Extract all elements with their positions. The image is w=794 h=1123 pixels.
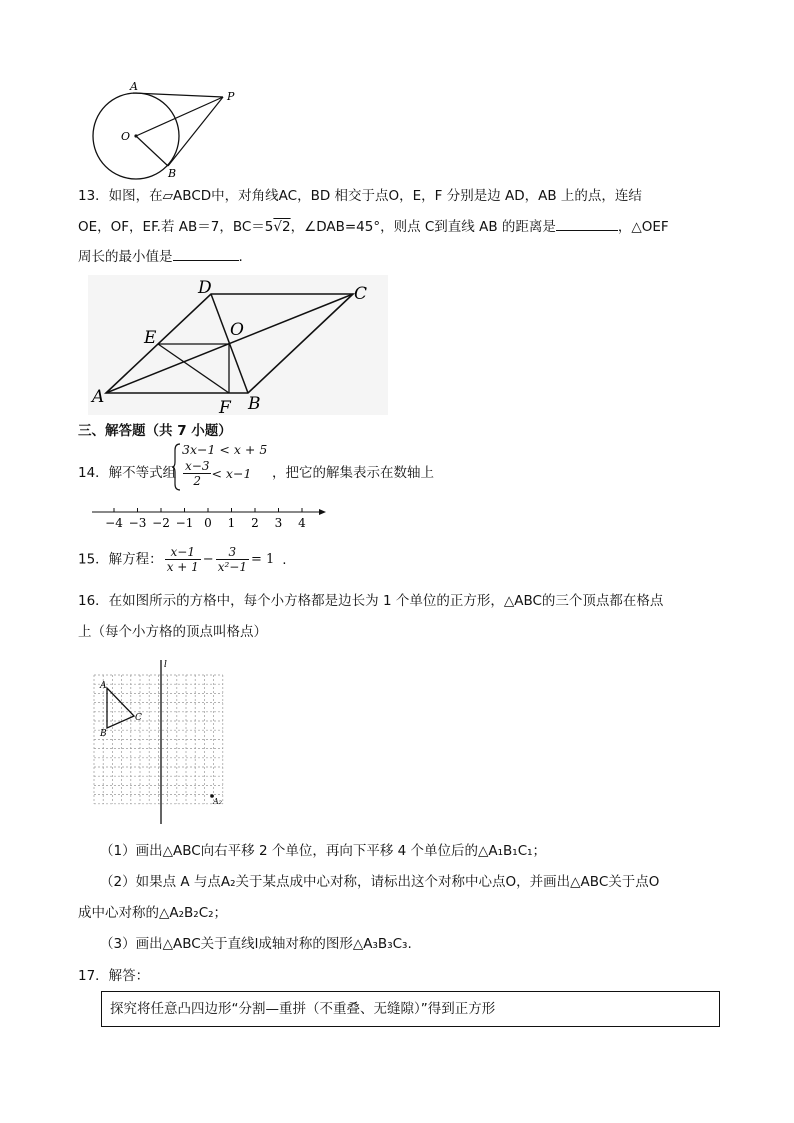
q13-line3: 周长的最小值是 .: [78, 246, 243, 267]
inequality-2: $\frac{x-3}{2}$ < x−1: [185, 459, 252, 488]
number-line-tick-label: 1: [227, 516, 236, 530]
point-label-e: E: [144, 328, 157, 348]
q16-line2: 上（每个小方格的顶点叫格点）: [78, 624, 267, 640]
q17-box-text: 探究将任意凸四边形“分割—重拼（不重叠、无缝隙）”得到正方形: [110, 1001, 496, 1017]
q14-suffix: ，把它的解集表示在数轴上: [272, 465, 434, 481]
q17-box: [101, 991, 720, 1027]
parallelogram-figure: [88, 275, 388, 415]
number-line-tick-label: 3: [274, 516, 283, 530]
q13-line1: 13．如图，在▱ABCD中，对角线AC，BD 相交于点O，E，F 分别是边 AD，AB 上的点，连结: [78, 188, 642, 204]
vertex-label-a: A: [100, 681, 107, 691]
answer-blank-distance[interactable]: [556, 216, 618, 231]
point-label-o: O: [230, 320, 244, 340]
circle-tangent-figure: [88, 78, 248, 180]
point-label-a2: A₂: [213, 797, 222, 806]
q15-equation: 15．解方程： $\frac{x-1}{x + 1}$ − $\frac{3}{\text{x²−1}}$ = 1 .: [78, 545, 287, 574]
grid-figure: [90, 658, 240, 828]
q16-sub1: （1）画出△ABC向右平移 2 个单位，再向下平移 4 个单位后的△A₁B₁C₁；: [100, 843, 547, 859]
q16-sub2b: 成中心对称的△A₂B₂C₂；: [78, 905, 228, 921]
point-label-d: D: [198, 278, 212, 298]
point-label-b: B: [168, 167, 177, 180]
point-label-a: A: [130, 80, 138, 93]
number-line-tick-label: −2: [152, 516, 170, 530]
number-line-tick-label: 2: [251, 516, 259, 530]
sqrt-two: √2: [273, 219, 291, 235]
number-line-tick-label: 4: [298, 516, 306, 530]
line-label-l: l: [164, 660, 167, 670]
point-label-f: F: [219, 398, 231, 415]
q16-line1: 16．在如图所示的方格中，每个小方格都是边长为 1 个单位的正方形，△ABC的三个顶点都在格点: [78, 593, 664, 609]
number-line-tick-label: −1: [175, 516, 194, 530]
q13-line2: OE，OF，EF.若 AB＝7，BC＝5√2，∠DAB=45°，则点 C到直线 AB 的距离是 ，△OEF: [78, 216, 669, 237]
number-line-tick-label: −3: [128, 516, 147, 530]
vertex-label-c: C: [135, 713, 142, 723]
number-line: [90, 502, 330, 532]
number-line-tick-label: 0: [204, 516, 212, 530]
point-label-b: B: [248, 394, 261, 414]
number-line-tick-label: −4: [105, 516, 123, 530]
point-label-a: A: [92, 387, 105, 407]
inequality-1: 3x−1 < x + 5: [182, 442, 268, 457]
q16-sub2a: （2）如果点 A 与点A₂关于某点成中心对称，请标出这个对称中心点O，并画出△ABC关于点O: [100, 874, 660, 890]
answer-blank-perimeter[interactable]: [173, 246, 239, 261]
section-heading: 三、解答题（共 7 小题）: [78, 423, 232, 439]
point-label-p: P: [227, 90, 235, 103]
q17-label: 17．解答：: [78, 968, 150, 984]
point-label-c: C: [354, 284, 368, 304]
vertex-label-b: B: [100, 729, 107, 739]
q14-prefix: 14．解不等式组: [78, 465, 177, 481]
left-brace: [171, 442, 181, 492]
q16-sub3: （3）画出△ABC关于直线l成轴对称的图形△A₃B₃C₃.: [100, 936, 412, 952]
point-label-o: O: [121, 130, 131, 143]
